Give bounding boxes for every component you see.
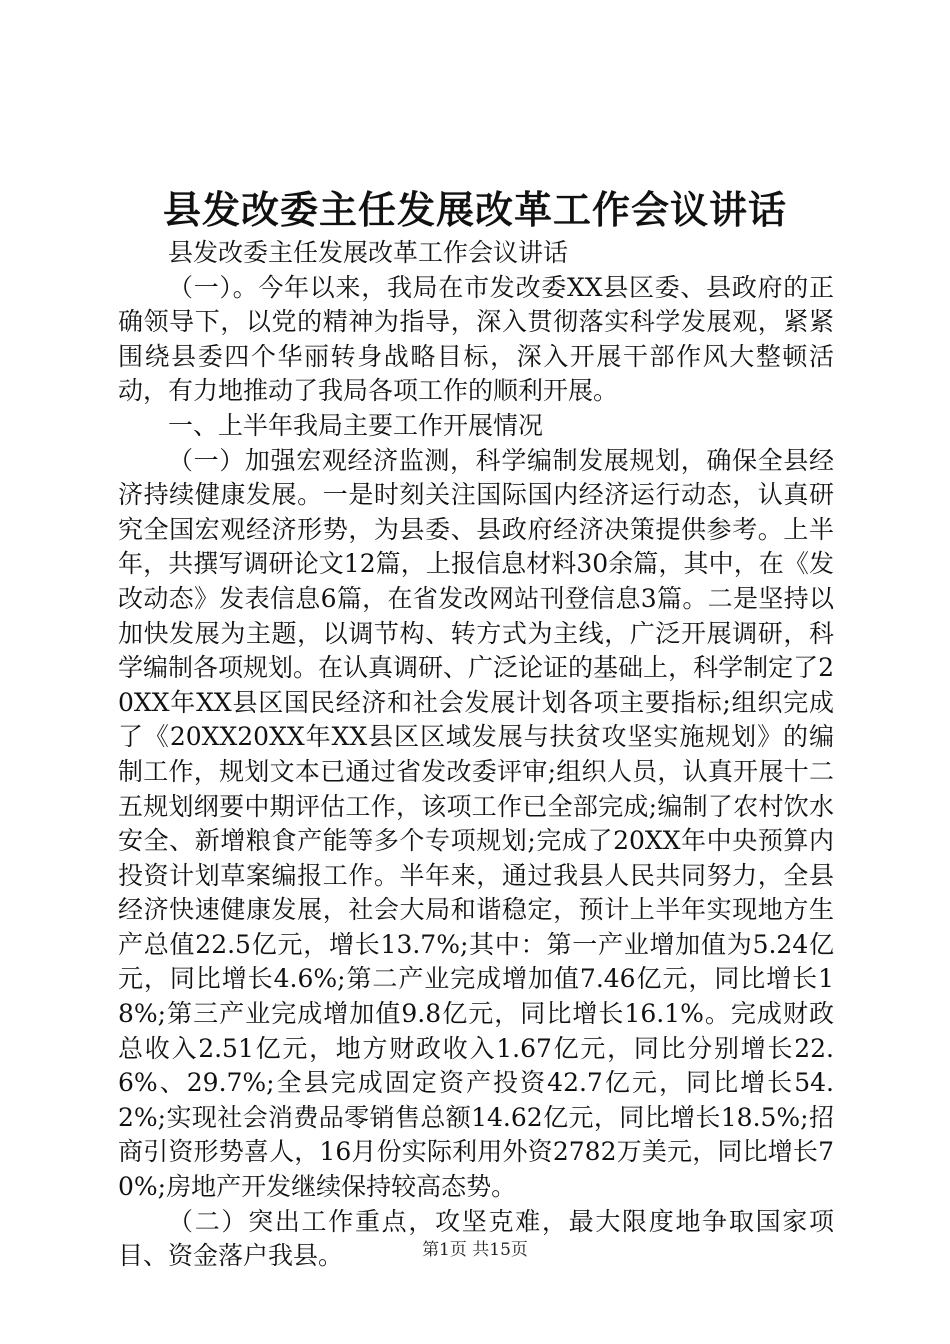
paragraph-section-one: （一）加强宏观经济监测，科学编制发展规划，确保全县经济持续健康发展。一是时刻关注国际国内经济运行动态，认真研究全国宏观经济形势，为县委、县政府经济决策提供参考。上半年，共撰写调研论文12篇，上报信息材料30余篇，其中，在《发改动态》发表信息6篇，在省发改网站刊登信息3篇。二是坚持以加快发展为主题，以调节构、转方式为主线，广泛开展调研，科学编制各项规划。在认真调研、广泛论证的基础上，科学制定了20XX年XX县区国民经济和社会发展计划各项主要指标;组织完成了《20XX20XX年XX县区区域发展与扶贫攻坚实施规划》的编制工作，规划文本已通过省发改委评审;组织人员，认真开展十二五规划纲要中期评估工作，该项工作已全部完成;编制了农村饮水安全、新增粮食产能等多个专项规划;完成了20XX年中央预算内投资计划草案编报工作。半年来，通过我县人民共同努力，全县经济快速健康发展，社会大局和谐稳定，预计上半年实现地方生产总值22.5亿元，增长13.7%;其中：第一产业增加值为5.24亿元，同比增长4.6%;第二产业完成增加值7.46亿元，同比增长18%;第三产业完成增加值9.8亿元，同比增长16.1%。完成财政总收入2.51亿元，地方财政收入1.67亿元，同比分别增长22.6%、29.7%;全县完成固定资产投资42.7亿元，同比增长54.2%;实现社会消费品零销售总额14.62亿元，同比增长18.5%;招商引资形势喜人，16月份实际利用外资2782万美元，同比增长70%;房地产开发继续保持较高态势。 [118, 445, 834, 1202]
document-title: 县发改委主任发展改革工作会议讲话 [162, 187, 787, 232]
page-footer: 第1页 共15页 [422, 1240, 528, 1260]
document-body [118, 236, 834, 1274]
paragraph-subtitle: 县发改委主任发展改革工作会议讲话 [168, 238, 569, 267]
section-heading: 一、上半年我局主要工作开展情况 [168, 410, 544, 440]
paragraph-intro: （一）。今年以来，我局在市发改委XX县区委、县政府的正确领导下，以党的精神为指导，深入贯彻落实科学发展观，紧紧围绕县委四个华丽转身战略目标，深入开展干部作风大整顿活动，有力地推动了我局各项工作的顺利开展。 [118, 272, 834, 406]
paragraph-section-two: （二）突出工作重点，攻坚克难，最大限度地争取国家项目、资金落户我县。 [118, 1206, 834, 1271]
